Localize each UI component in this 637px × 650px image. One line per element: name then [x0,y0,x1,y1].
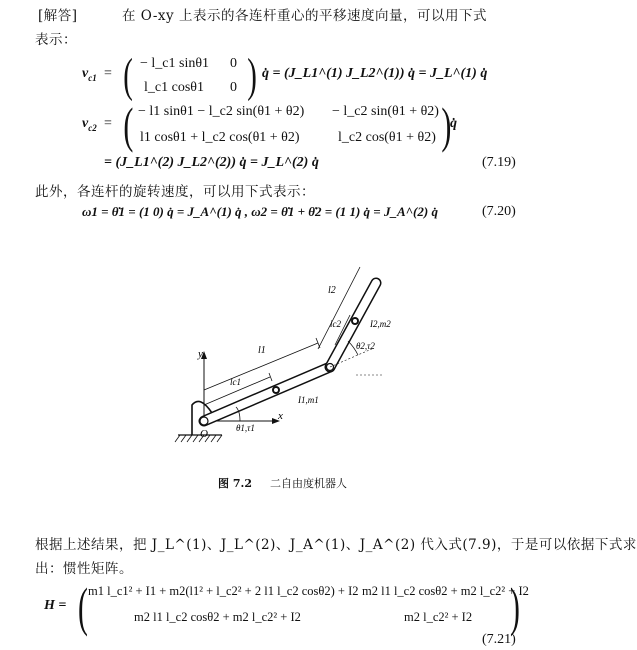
label-lc2: lc2 [330,319,341,329]
label-theta1: θ1,τ1 [236,423,255,433]
label-x: x [278,410,283,422]
label-l1: l1 [258,345,266,356]
label-i2m2: I2,m2 [370,319,391,329]
eq-omega: ω1 = θ̇1 = (1 0) q̇ = J_A^(1) q̇ , ω2 = θ̇1 + θ̇2 = (1 1) q̇ = J_A^(2) q̇ [82,204,438,219]
label-l2: l2 [328,285,336,296]
eq-7-20-number: (7.20) [482,204,516,219]
eq-vc2: $v_{c2}$ = ( − l1 sinθ1 − l_c2 sin(θ1 + θ2) − l_c2 sin(θ1 + θ2) l1 cosθ1 + l_c2 cos(θ1 + θ2) l_c2 cos(θ1 + θ2) ) q̇ [82,97,457,153]
eq-vc1: $v_{c1}$ = ( − l_c1 sinθ1 0 l_c1 cosθ1 0 ) q̇ = (J_L1^(1) J_L2^(1)) q̇ = J_L^(1) q̇ [82,49,488,102]
robot-arm-figure [170,245,420,460]
eq-vc2-rhs: = (J_L1^(2) J_L2^(2)) q̇ = J_L^(2) q̇ [104,155,319,170]
answer-label: [解答] [38,8,78,24]
label-theta2: θ2,τ2 [356,341,375,351]
label-lc1: lc1 [230,377,241,387]
eq-7-21-number: (7.21) [482,632,516,647]
label-i1m1: I1,m1 [298,395,319,405]
text-result-line1: 根据上述结果，把 J_L^(1)、J_L^(2)、J_A^(1)、J_A^(2) 代入式(7.9)，于是可以依据下式求 [35,537,637,553]
eq-7-19-number: (7.19) [482,155,516,170]
text-rotation: 此外，各连杆的旋转速度，可以用下式表示： [35,184,315,200]
figure-caption-number: 图 7.2 [218,477,252,490]
figure-caption-text: 二自由度机器人 [270,477,347,490]
label-y: y [198,348,203,360]
text-result-line2: 出：惯性矩阵。 [35,561,133,577]
intro-text: 在 O-xy 上表示的各连杆重心的平移速度向量，可以用下式 [122,8,487,24]
intro-text-cont: 表示： [35,32,77,48]
label-origin: O [200,428,208,440]
eq-H: H = ( m1 l_c1² + I1 + m2(l1² + l_c2² + 2 l1 l_c2 cosθ2) + I2 m2 l1 l_c2 cosθ2 + m2 l_c2² + I2 m2 l1 l_c2 cosθ2 + m2 l_c2² + I2 m2 l_c2² + I2 ) [44,577,529,637]
